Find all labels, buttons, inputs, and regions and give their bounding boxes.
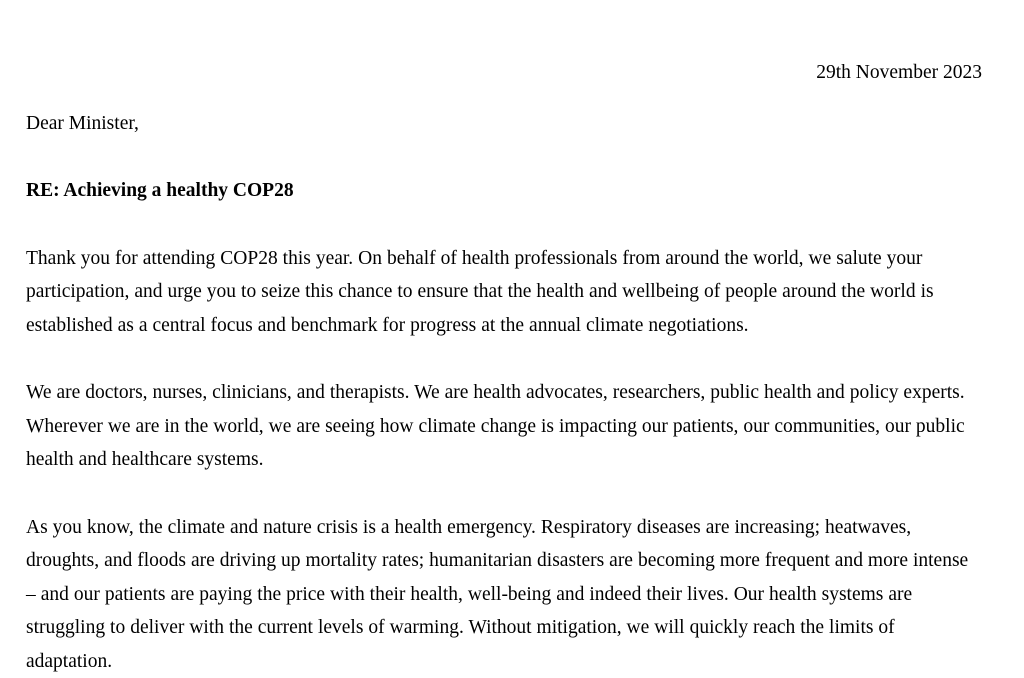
- salutation-line: Dear Minister,: [26, 107, 982, 141]
- body-paragraph-1: Thank you for attending COP28 this year. On behalf of health professionals from around the world, we salute your participation, and urge you to seize this chance to ensure that the health and wellbeing of people around the world is established as a central focus and benchmark for progress at the annual climate negotiations.: [26, 242, 982, 343]
- body-paragraph-3: As you know, the climate and nature crisis is a health emergency. Respiratory diseases are increasing; heatwaves, droughts, and floods are driving up mortality rates; humanitarian disasters are becoming more frequent and more intense – and our patients are paying the price with their health, well-being and indeed their lives. Our health systems are struggling to deliver with the current levels of warming. Without mitigation, we will quickly reach the limits of adaptation.: [26, 511, 982, 678]
- body-paragraph-2: We are doctors, nurses, clinicians, and therapists. We are health advocates, researchers, public health and policy experts. Wherever we are in the world, we are seeing how climate change is impacting our patients, our communities, our public health and healthcare systems.: [26, 376, 982, 477]
- document-date: 29th November 2023: [26, 0, 982, 90]
- subject-line: RE: Achieving a healthy COP28: [26, 174, 982, 208]
